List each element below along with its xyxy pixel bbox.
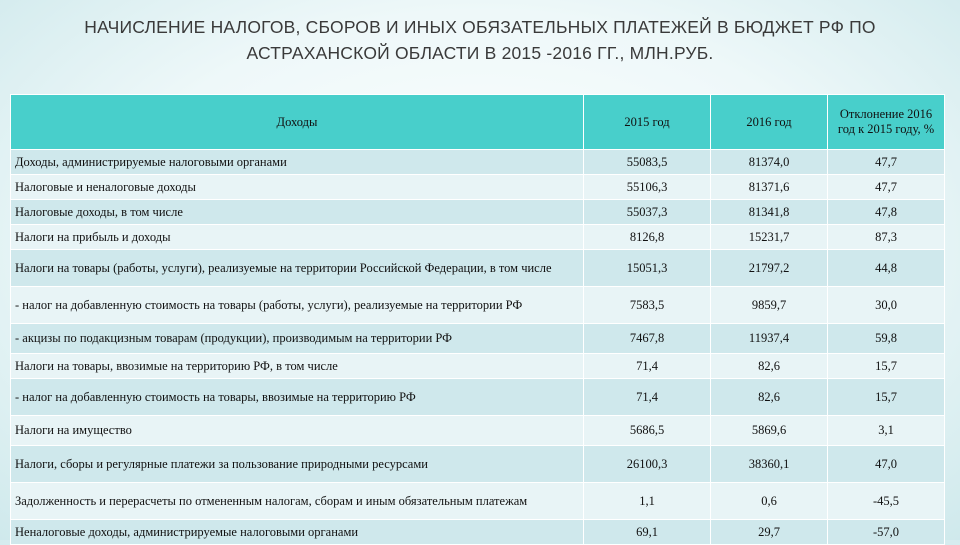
slide-title-line-1: НАЧИСЛЕНИЕ НАЛОГОВ, СБОРОВ И ИНЫХ ОБЯЗАТЕЛЬНЫХ ПЛАТЕЖЕЙ В БЮДЖЕТ РФ ПО [84, 17, 876, 37]
row-label: Налоговые и неналоговые доходы [11, 175, 584, 200]
table-row [11, 150, 945, 175]
table-header-row [11, 95, 945, 150]
value-2015: 55106,3 [584, 175, 711, 200]
value-deviation: -45,5 [828, 483, 945, 520]
row-label: - акцизы по подакцизным товарам (продукции), производимым на территории РФ [11, 324, 584, 354]
header-2015: 2015 год [584, 95, 711, 150]
row-label: - налог на добавленную стоимость на товары (работы, услуги), реализуемые на территории РФ [11, 287, 584, 324]
value-2015: 26100,3 [584, 446, 711, 483]
table-row [11, 379, 945, 416]
value-2016: 81371,6 [711, 175, 828, 200]
row-label: - налог на добавленную стоимость на товары, ввозимые на территорию РФ [11, 379, 584, 416]
tax-accruals-table [10, 94, 945, 545]
value-2016: 0,6 [711, 483, 828, 520]
row-label: Доходы, администрируемые налоговыми органами [11, 150, 584, 175]
value-2015: 55083,5 [584, 150, 711, 175]
value-2015: 71,4 [584, 379, 711, 416]
row-label: Налоги на товары (работы, услуги), реализуемые на территории Российской Федерации, в том числе [11, 250, 584, 287]
slide-title [20, 14, 940, 66]
value-2016: 81374,0 [711, 150, 828, 175]
row-label: Налоги на имущество [11, 416, 584, 446]
value-deviation: 15,7 [828, 354, 945, 379]
value-2016: 38360,1 [711, 446, 828, 483]
row-label: Налоговые доходы, в том числе [11, 200, 584, 225]
table-row [11, 250, 945, 287]
row-label: Налоги, сборы и регулярные платежи за пользование природными ресурсами [11, 446, 584, 483]
value-2016: 81341,8 [711, 200, 828, 225]
value-2016: 21797,2 [711, 250, 828, 287]
row-label: Налоги на прибыль и доходы [11, 225, 584, 250]
value-deviation: 15,7 [828, 379, 945, 416]
row-label: Неналоговые доходы, администрируемые налоговыми органами [11, 520, 584, 545]
value-deviation: 47,7 [828, 175, 945, 200]
value-2016: 29,7 [711, 520, 828, 545]
value-deviation: 59,8 [828, 324, 945, 354]
table-row [11, 225, 945, 250]
table-row [11, 446, 945, 483]
table-row [11, 483, 945, 520]
table-row [11, 520, 945, 545]
value-deviation: 44,8 [828, 250, 945, 287]
value-deviation: -57,0 [828, 520, 945, 545]
value-deviation: 30,0 [828, 287, 945, 324]
table-row [11, 324, 945, 354]
table-row [11, 354, 945, 379]
value-2015: 5686,5 [584, 416, 711, 446]
header-income: Доходы [11, 95, 584, 150]
value-2016: 11937,4 [711, 324, 828, 354]
value-2016: 82,6 [711, 354, 828, 379]
slide-title-line-2: АСТРАХАНСКОЙ ОБЛАСТИ В 2015 -2016 ГГ., МЛН.РУБ. [246, 43, 714, 63]
value-2016: 15231,7 [711, 225, 828, 250]
value-2015: 7467,8 [584, 324, 711, 354]
value-2015: 8126,8 [584, 225, 711, 250]
row-label: Задолженность и перерасчеты по отмененным налогам, сборам и иным обязательным платежам [11, 483, 584, 520]
value-2015: 1,1 [584, 483, 711, 520]
value-deviation: 47,0 [828, 446, 945, 483]
value-deviation: 47,7 [828, 150, 945, 175]
value-2016: 82,6 [711, 379, 828, 416]
value-2016: 5869,6 [711, 416, 828, 446]
table-row [11, 175, 945, 200]
value-2015: 15051,3 [584, 250, 711, 287]
table-row [11, 416, 945, 446]
value-2016: 9859,7 [711, 287, 828, 324]
value-deviation: 47,8 [828, 200, 945, 225]
value-2015: 69,1 [584, 520, 711, 545]
row-label: Налоги на товары, ввозимые на территорию РФ, в том числе [11, 354, 584, 379]
value-2015: 71,4 [584, 354, 711, 379]
header-deviation: Отклонение 2016 год к 2015 году, % [828, 95, 945, 150]
value-2015: 55037,3 [584, 200, 711, 225]
table-row [11, 200, 945, 225]
value-deviation: 3,1 [828, 416, 945, 446]
value-deviation: 87,3 [828, 225, 945, 250]
header-2016: 2016 год [711, 95, 828, 150]
table-row [11, 287, 945, 324]
value-2015: 7583,5 [584, 287, 711, 324]
